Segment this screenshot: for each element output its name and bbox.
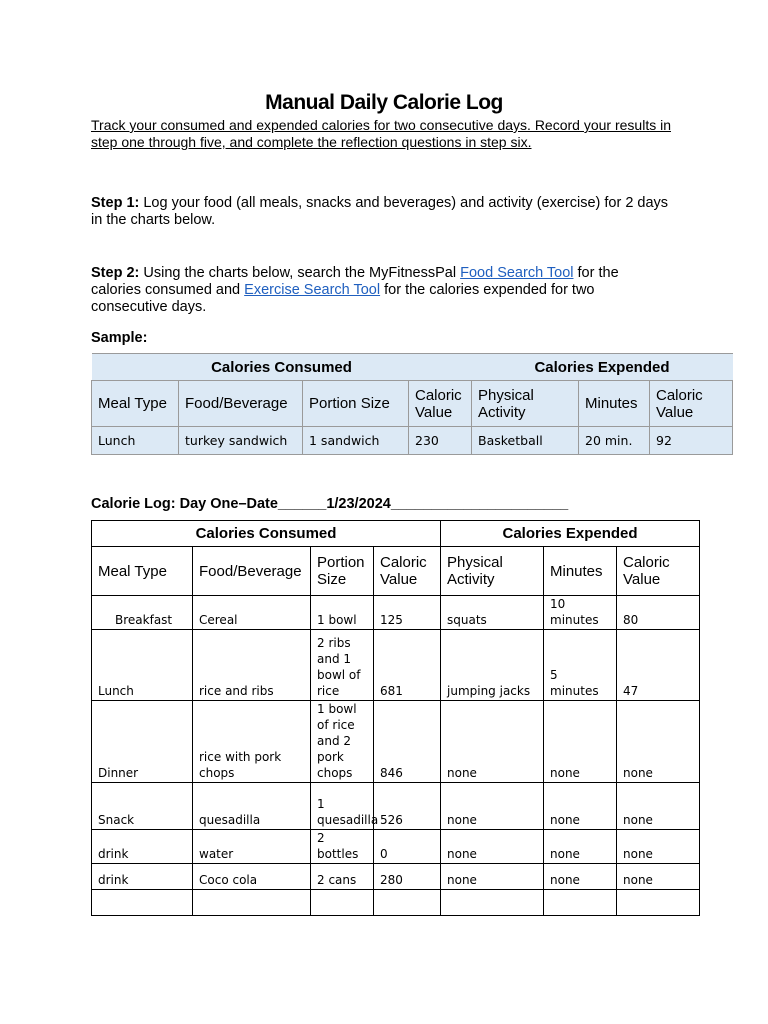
table-cell: Breakfast (92, 596, 193, 630)
table-row (92, 630, 700, 701)
table-row (92, 783, 700, 830)
table-row (92, 701, 700, 783)
portion-size-header: Portion Size (303, 381, 409, 427)
table-cell: none (441, 830, 544, 864)
table-cell: water (193, 830, 311, 864)
table-cell: Lunch (92, 630, 193, 701)
table-cell (544, 890, 617, 916)
step-2-text-a: Using the charts below, search the MyFitnessPal (139, 265, 461, 281)
portion-size-header: Portion Size (311, 547, 374, 596)
meal-type-header: Meal Type (92, 381, 179, 427)
table-cell: squats (441, 596, 544, 630)
table-cell: Coco cola (193, 864, 311, 890)
table-cell: 80 (617, 596, 700, 630)
calories-consumed-header: Calories Consumed (92, 521, 441, 547)
table-cell (441, 890, 544, 916)
table-cell: none (617, 783, 700, 830)
table-cell (92, 890, 193, 916)
table-cell: drink (92, 864, 193, 890)
caloric-value-header: Caloric Value (374, 547, 441, 596)
table-cell: 1 quesadilla (311, 783, 374, 830)
minutes-header: Minutes (579, 381, 650, 427)
table-cell: 2 ribs and 1 bowl of rice (311, 630, 374, 701)
table-cell: quesadilla (193, 783, 311, 830)
table-cell: none (441, 701, 544, 783)
table-cell: jumping jacks (441, 630, 544, 701)
table-row (92, 830, 700, 864)
calories-expended-header: Calories Expended (441, 521, 700, 547)
table-cell: none (544, 783, 617, 830)
table-cell: Dinner (92, 701, 193, 783)
table-cell: 5 minutes (544, 630, 617, 701)
table-cell: none (617, 701, 700, 783)
step-2-text-c: for the calories expended for two consecutive days. (91, 282, 595, 315)
sample-label: Sample: (91, 330, 148, 346)
table-cell: 1 bowl of rice and 2 pork chops (311, 701, 374, 783)
food-search-tool-link[interactable]: Food Search Tool (460, 265, 574, 281)
table-cell: 230 (409, 427, 472, 455)
table-cell: Cereal (193, 596, 311, 630)
step-2 (91, 265, 671, 316)
table-cell: none (544, 864, 617, 890)
table-cell: 47 (617, 630, 700, 701)
table-cell: 92 (650, 427, 733, 455)
table-cell: 526 (374, 783, 441, 830)
table-cell: 1 sandwich (303, 427, 409, 455)
calories-expended-header: Calories Expended (472, 354, 733, 381)
table-cell: 125 (374, 596, 441, 630)
step-2-text-b: for the calories consumed and (91, 265, 619, 298)
caloric-value-header: Caloric Value (409, 381, 472, 427)
table-cell: drink (92, 830, 193, 864)
table-cell: none (617, 864, 700, 890)
table-cell: none (617, 830, 700, 864)
table-cell: none (544, 830, 617, 864)
food-beverage-header: Food/Beverage (193, 547, 311, 596)
step-1-text: Log your food (all meals, snacks and beverages) and activity (exercise) for 2 days in the charts below. (91, 195, 669, 228)
table-cell: Snack (92, 783, 193, 830)
table-cell: turkey sandwich (179, 427, 303, 455)
caloric-value-header: Caloric Value (650, 381, 733, 427)
table-cell: 846 (374, 701, 441, 783)
day-one-label: Calorie Log: Day One–Date______1/23/2024______________________ (91, 496, 569, 512)
caloric-value-header: Caloric Value (617, 547, 700, 596)
intro-instructions: Track your consumed and expended calories for two consecutive days. Record your results in step one through five, and complete the reflection questions in step six. (91, 117, 671, 150)
table-cell: 20 min. (579, 427, 650, 455)
table-cell: none (441, 783, 544, 830)
table-cell: rice with pork chops (193, 701, 311, 783)
table-cell: 280 (374, 864, 441, 890)
calories-consumed-header: Calories Consumed (92, 354, 472, 381)
step-1 (91, 195, 671, 229)
minutes-header: Minutes (544, 547, 617, 596)
step-1-label: Step 1: (91, 195, 140, 211)
table-cell: 2 cans (311, 864, 374, 890)
exercise-search-tool-link[interactable]: Exercise Search Tool (244, 282, 381, 298)
table-row (92, 864, 700, 890)
table-cell (193, 890, 311, 916)
meal-type-header: Meal Type (92, 547, 193, 596)
table-cell: 681 (374, 630, 441, 701)
table-cell: 10 minutes (544, 596, 617, 630)
table-row (92, 890, 700, 916)
day-one-table (91, 520, 700, 916)
table-cell: none (441, 864, 544, 890)
table-cell: Lunch (92, 427, 179, 455)
step-2-label: Step 2: (91, 265, 140, 281)
table-cell: rice and ribs (193, 630, 311, 701)
physical-activity-header: Physical Activity (441, 547, 544, 596)
table-row (92, 596, 700, 630)
table-cell (617, 890, 700, 916)
table-cell (374, 890, 441, 916)
table-cell: 1 bowl (311, 596, 374, 630)
physical-activity-header: Physical Activity (472, 381, 579, 427)
table-cell (311, 890, 374, 916)
table-cell: none (544, 701, 617, 783)
sample-table (91, 353, 733, 455)
table-cell: 2 bottles (311, 830, 374, 864)
food-beverage-header: Food/Beverage (179, 381, 303, 427)
page-title: Manual Daily Calorie Log (265, 91, 503, 114)
table-cell: Basketball (472, 427, 579, 455)
table-cell: 0 (374, 830, 441, 864)
table-row (92, 427, 733, 455)
